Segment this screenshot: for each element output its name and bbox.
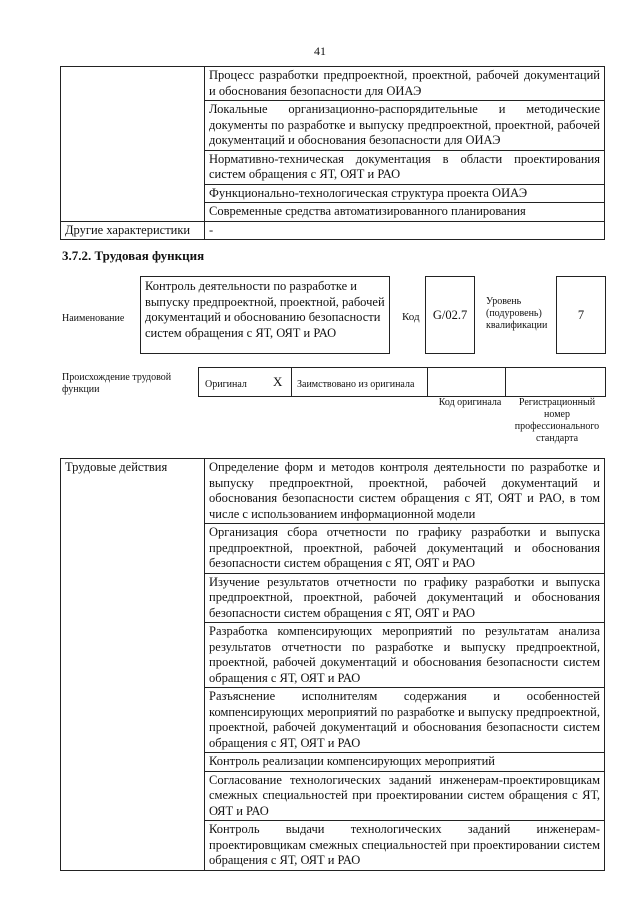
borrowed-label: Заимствовано из оригинала [297,379,415,390]
other-characteristics-label: Другие характеристики [61,221,205,240]
table-cell: Нормативно-техническая документация в области проектирования систем обращения с ЯТ, ОЯТ и РАО [205,150,605,184]
page-number: 41 [314,44,326,58]
original-label: Оригинал [205,379,247,390]
level-value: 7 [556,276,606,354]
table-cell: Согласование технологических заданий инженерам-проектировщикам смежных специальностей при проектировании систем обращения с ЯТ, ОЯТ и РАО [205,771,605,821]
code-value: G/02.7 [425,276,475,354]
other-characteristics-value: - [205,221,605,240]
code-label: Код [402,311,420,323]
table-cell: Организация сбора отчетности по графику разработки и выпуска предпроектной, проектной, рабочей документаций и обоснования безопасности систем обращения с ЯТ, ОЯТ и РАО [205,524,605,574]
code-original-label: Код оригинала [438,397,502,408]
table-cell: Локальные организационно-распорядительные и методические документы по разработке и выпуску предпроектной, проектной, рабочей документаций и обоснования безопасности для ОИАЭ [205,101,605,151]
knowledge-table [60,66,605,240]
origin-box [198,367,606,397]
table-cell: Функционально-технологическая структура проекта ОИАЭ [205,184,605,203]
divider [427,368,428,396]
level-label: Уровень (подуровень) квалификации [486,296,548,331]
table-cell: Разъяснение исполнителям содержания и особенностей компенсирующих мероприятий по разработке и выпуску предпроектной, проектной, рабочей документаций и обоснования безопасности систем обращения с ЯТ, ОЯТ и РАО [205,688,605,753]
divider [291,368,292,396]
table-cell: Определение форм и методов контроля деятельности по разработке и выпуску предпроектной, проектной, рабочей документаций и обоснования безопасности систем обращения с ЯТ, ОЯТ и РАО, в том числе с использованием информационной модели [205,459,605,524]
section-title: 3.7.2. Трудовая функция [62,248,205,263]
divider [505,368,506,396]
table-row-label [61,67,205,222]
table-cell: Изучение результатов отчетности по графику разработки и выпуска предпроектной, проектной, рабочей документаций и обоснования безопасности систем обращения с ЯТ, ОЯТ и РАО [205,573,605,623]
original-mark: X [273,374,283,389]
table-cell: Разработка компенсирующих мероприятий по результатам анализа результатов отчетности по разработке и выпуску предпроектной, проектной, рабочей документаций и обоснования безопасности систем обращения с ЯТ, ОЯТ и РАО [205,623,605,688]
table-cell: Современные средства автоматизированного планирования [205,203,605,222]
labor-actions-label: Трудовые действия [61,459,205,871]
reg-number-label: Регистрационный номер профессионального стандарта [514,397,600,444]
origin-label: Происхождение трудовой функции [62,372,172,395]
table-cell: Контроль выдачи технологических заданий инженерам-проектировщикам смежных специальностей при проектировании систем обращения с ЯТ, ОЯТ и РАО [205,821,605,871]
labor-actions-table [60,458,605,871]
name-label: Наименование [62,313,125,324]
table-cell: Процесс разработки предпроектной, проектной, рабочей документаций и обоснования безопасности для ОИАЭ [205,67,605,101]
table-cell: Контроль реализации компенсирующих мероприятий [205,753,605,772]
function-name-box: Контроль деятельности по разработке и выпуску предпроектной, проектной, рабочей документаций и обоснованию безопасности систем обращения с ЯТ, ОЯТ и РАО [140,276,390,354]
